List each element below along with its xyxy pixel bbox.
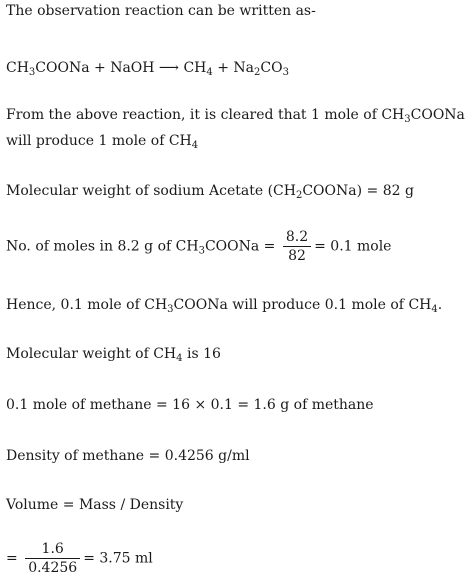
subscript: 4 xyxy=(176,353,183,364)
mol-weight-ch4-line xyxy=(6,345,221,363)
text: No. of moles in 8.2 g of CH xyxy=(6,238,199,255)
text: = 3.75 ml xyxy=(83,550,153,567)
subscript: 4 xyxy=(431,304,438,315)
denominator: 82 xyxy=(288,248,306,264)
numerator: 8.2 xyxy=(283,229,311,247)
text: . xyxy=(437,297,443,313)
subscript: 3 xyxy=(282,67,289,78)
text: From the above reaction, it is cleared that 1 mole of CH xyxy=(6,107,405,123)
denominator: 0.4256 xyxy=(28,560,78,576)
text: COONa = xyxy=(204,238,280,255)
text: Molecular weight of sodium Acetate (CH xyxy=(6,183,296,199)
mass-methane-line: 0.1 mole of methane = 16 × 0.1 = 1.6 g of methane xyxy=(6,397,374,413)
subscript: 4 xyxy=(191,140,199,151)
text: COONa xyxy=(410,107,465,123)
reaction-part: COONa + NaOH ⟶ CH xyxy=(35,60,207,76)
from-above-line-1 xyxy=(6,106,465,124)
text: Molecular weight of CH xyxy=(6,346,177,362)
reaction-equation xyxy=(6,59,289,77)
moles-line xyxy=(6,229,391,264)
text: = 0.1 mole xyxy=(314,238,392,255)
text: will produce 1 mole of CH xyxy=(6,133,192,149)
result-line xyxy=(6,541,153,576)
subscript: 2 xyxy=(295,190,303,201)
from-above-line-2 xyxy=(6,132,198,150)
reaction-part: + Na xyxy=(212,60,254,76)
reaction-part: CO xyxy=(260,60,283,76)
text: COONa) = 82 g xyxy=(302,183,414,199)
text: is 16 xyxy=(182,346,221,362)
text: COONa will produce 0.1 mole of CH xyxy=(173,297,432,313)
density-line: Density of methane = 0.4256 g/ml xyxy=(6,448,250,464)
volume-line: Volume = Mass / Density xyxy=(6,497,184,513)
reaction-part: CH xyxy=(6,60,29,76)
intro-line: The observation reaction can be written as- xyxy=(6,3,316,19)
fraction xyxy=(283,229,311,264)
subscript: 3 xyxy=(404,114,411,125)
hence-line xyxy=(6,296,442,314)
text: Hence, 0.1 mole of CH xyxy=(6,297,168,313)
subscript: 2 xyxy=(253,67,261,78)
numerator: 1.6 xyxy=(25,541,80,559)
mol-weight-acetate-line xyxy=(6,182,414,200)
text: = xyxy=(6,550,23,567)
subscript: 4 xyxy=(206,67,213,78)
subscript: 3 xyxy=(198,245,205,257)
subscript: 3 xyxy=(167,304,174,315)
fraction xyxy=(25,541,80,576)
subscript: 3 xyxy=(28,67,36,78)
